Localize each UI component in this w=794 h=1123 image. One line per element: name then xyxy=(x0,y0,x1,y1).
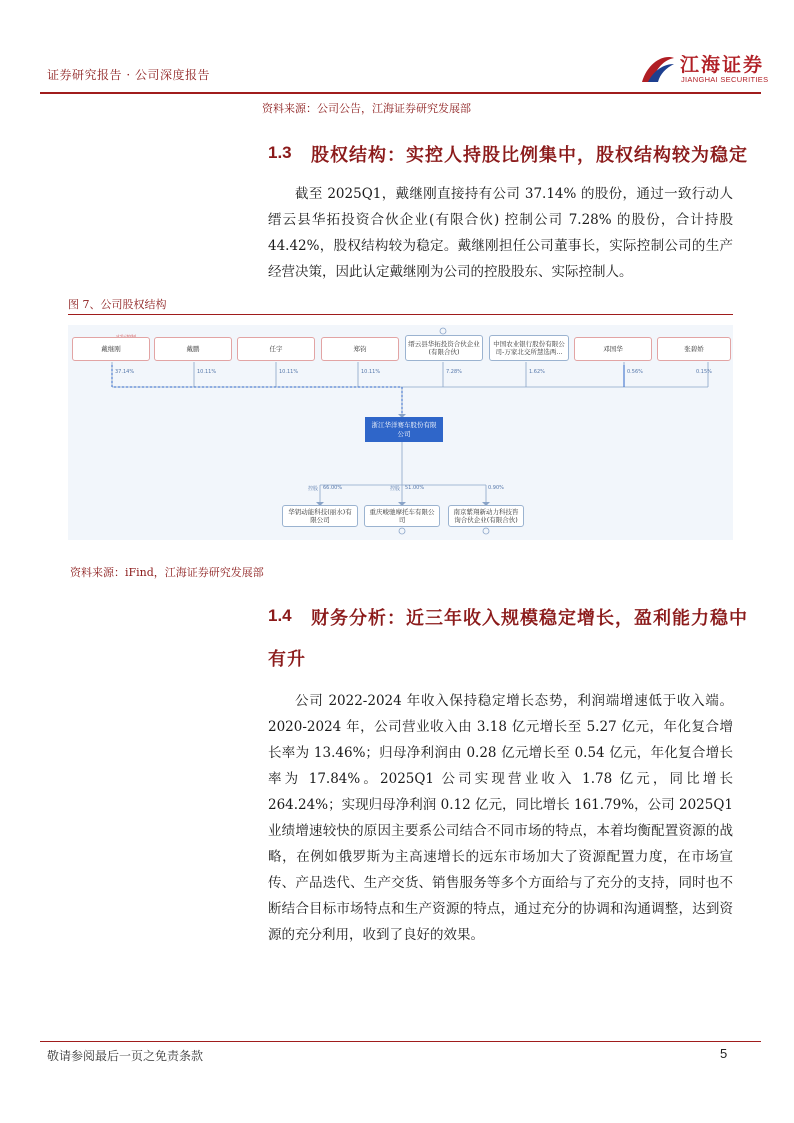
header-divider xyxy=(40,92,761,94)
shareholder-pct: 10.11% xyxy=(361,369,381,375)
section-1-3-number: 1.3 xyxy=(268,143,292,162)
section-1-4-text: 公司 2022-2024 年收入保持稳定增长态势，利润端增速低于收入端。2020-2024 年，公司营业收入由 3.18 亿元增长至 5.27 亿元，年化复合增长率为 13.46%；归母净利润由 0.28 亿元增长至 0.54 亿元，年化复合增长率为 17.84%。2025Q1 公司实现营业收入 1.78 亿元，同比增长 264.24%；实现归母净利润 0.12 亿元，同比增长 161.79%，公司 2025Q1 业绩增速较快的原因主要系公司结合不同市场的特点，本着均衡配置资源的战略，在例如俄罗斯为主高速增长的远东市场加大了资源配置力度，在市场宣传、产品迭代、生产交货、销售服务等多个方面给与了充分的支持，同时也不断结合目标市场特点和生产资源的特点，通过充分的协调和沟通调整，达到资源的充分利用，收到了良好的效果。 xyxy=(268,693,733,943)
subsidiary-pct: 66.00% xyxy=(323,485,343,491)
subsidiary-pct: 0.90% xyxy=(488,485,504,491)
figure-7-source: 资料来源：iFind，江海证券研究发展部 xyxy=(70,566,264,579)
shareholder-pct: 0.56% xyxy=(627,369,643,375)
shareholder-pct: 37.14% xyxy=(115,369,135,375)
section-1-4-title-line1: 财务分析：近三年收入规模稳定增长，盈利能力稳中 xyxy=(311,608,748,629)
section-1-4-paragraph xyxy=(268,688,733,948)
subsidiary-box: 华钥动能科技(丽水)有限公司 xyxy=(282,505,358,527)
subsidiary-box: 重庆峻驰摩托车有限公司 xyxy=(364,505,440,527)
shareholder-box: 缙云县华拓投资合伙企业(有限合伙) xyxy=(405,335,483,361)
shareholder-box: 戴继刚 xyxy=(72,337,150,361)
company-box: 浙江华洋赛车股份有限公司 xyxy=(365,417,443,442)
disclaimer-link[interactable]: 敬请参阅最后一页之免责条款 xyxy=(47,1049,204,1063)
subsidiary-label: 控股 xyxy=(308,486,319,492)
shareholder-pct: 1.62% xyxy=(529,369,545,375)
subsidiary-label: 控股 xyxy=(390,486,401,492)
section-1-3-title: 股权结构：实控人持股比例集中，股权结构较为稳定 xyxy=(311,145,748,166)
shareholder-pct: 0.15% xyxy=(696,369,712,375)
section-1-3-paragraph xyxy=(268,181,733,285)
brand-name-cn: 江海证券 xyxy=(680,54,765,76)
shareholder-box: 戴鹏 xyxy=(154,337,232,361)
figure-7-title: 图 7、公司股权结构 xyxy=(68,298,167,311)
subsidiary-box: 南京紫翔新动力科技咨询合伙企业(有限合伙) xyxy=(448,505,524,527)
section-1-3-text: 截至 2025Q1，戴继刚直接持有公司 37.14% 的股份，通过一致行动人缙云县华拓投资合伙企业(有限合伙) 控制公司 7.28% 的股份，合计持股 44.42%，股权结构较为稳定。戴继刚担任公司董事长，实际控制公司的生产经营决策，因此认定戴继刚为公司的控股股东、实际控制人。 xyxy=(268,186,733,280)
brand-logo-icon xyxy=(638,52,678,86)
shareholder-box: 中国农业银行股份有限公司-万家北交所慧选两... xyxy=(489,335,569,361)
figure-divider xyxy=(68,314,733,315)
brand-name-en: JIANGHAI SECURITIES xyxy=(681,75,769,84)
page-number: 5 xyxy=(720,1046,728,1061)
section-1-4-title-line2: 有升 xyxy=(268,649,306,670)
shareholder-box: 任宇 xyxy=(237,337,315,361)
shareholder-pct: 10.11% xyxy=(197,369,217,375)
top-source-note: 资料来源：公司公告，江海证券研究发展部 xyxy=(262,102,471,115)
shareholder-pct: 7.28% xyxy=(446,369,462,375)
equity-structure-diagram xyxy=(68,325,733,540)
shareholder-pct: 10.11% xyxy=(279,369,299,375)
shareholder-box: 张碧娇 xyxy=(657,337,731,361)
shareholder-box: 郑钧 xyxy=(321,337,399,361)
footer-divider xyxy=(40,1041,761,1042)
subsidiary-pct: 51.00% xyxy=(405,485,425,491)
section-1-4-number: 1.4 xyxy=(268,606,292,625)
shareholder-box: 邓国华 xyxy=(574,337,652,361)
report-type: 证券研究报告 · 公司深度报告 xyxy=(47,68,210,82)
